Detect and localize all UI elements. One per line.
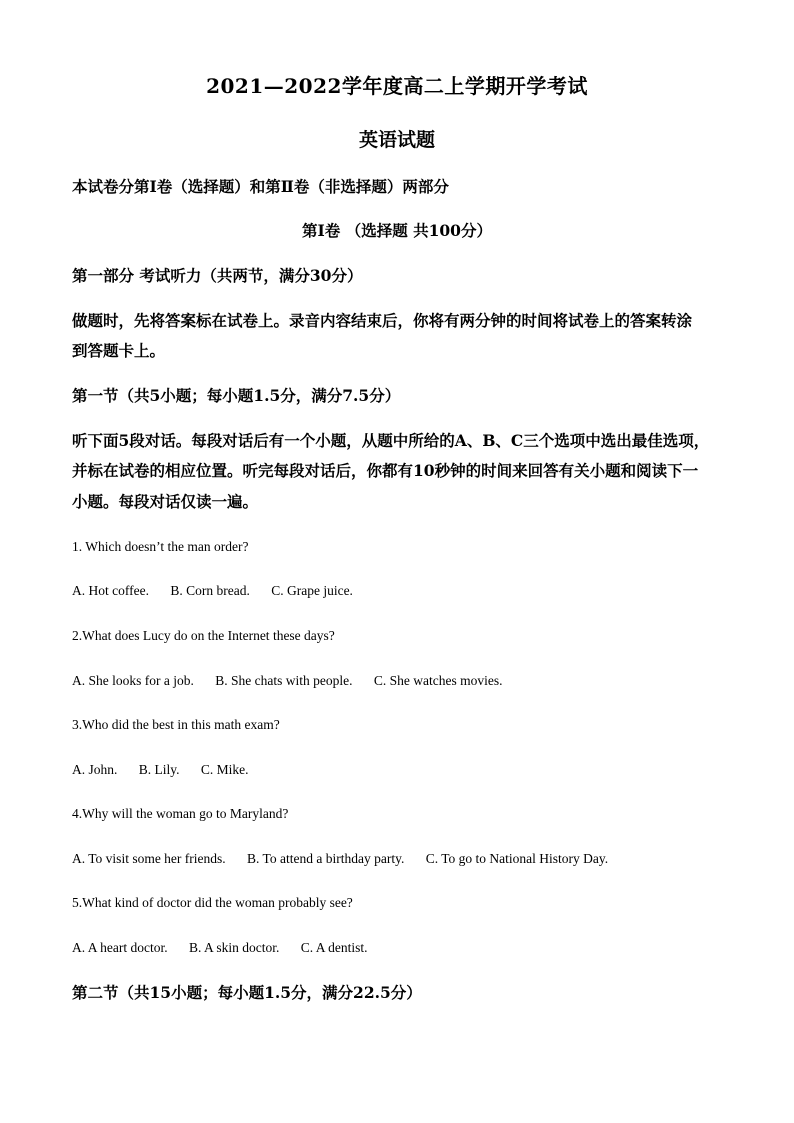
option-a: A. Hot coffee. <box>72 583 149 598</box>
question-text: 1. Which doesn’t the man order? <box>72 539 249 554</box>
question-options <box>72 938 752 958</box>
question-options <box>72 581 752 601</box>
part-instruction-line-1: 做题时，先将答案标在试卷上。录音内容结束后，你将有两分钟的时间将试卷上的答案转涂 <box>72 311 693 330</box>
section-heading: 第二节（共15小题；每小题1.5分，满分22.5分） <box>72 983 422 1002</box>
section-instruction-line-1: 听下面5段对话。每段对话后有一个小题，从题中所给的A、B、C三个选项中选出最佳选项， <box>72 431 710 450</box>
option-b: B. To attend a birthday party. <box>247 851 405 866</box>
option-b: B. She chats with people. <box>215 673 353 688</box>
part-heading: 第一部分 考试听力（共两节，满分30分） <box>72 266 363 285</box>
part-instruction-line-2: 到答题卡上。 <box>72 341 166 360</box>
question-options <box>72 760 752 780</box>
section-instruction-line-2: 并标在试卷的相应位置。听完每段对话后，你都有10秒钟的时间来回答有关小题和阅读下一 <box>72 461 699 480</box>
option-b: B. A skin doctor. <box>188 940 280 955</box>
question-text: 2.What does Lucy do on the Internet these days? <box>72 628 335 643</box>
option-a: A. John. <box>72 762 118 777</box>
section-heading: 第一节（共5小题；每小题1.5分，满分7.5分） <box>72 386 401 405</box>
option-c: C. Mike. <box>200 762 249 777</box>
question-options <box>72 671 752 691</box>
question-text: 5.What kind of doctor did the woman probably see? <box>72 895 353 910</box>
option-b: B. Corn bread. <box>170 583 250 598</box>
option-b: B. Lily. <box>138 762 180 777</box>
subject-title: 英语试题 <box>358 129 435 151</box>
section-instruction-line-3: 小题。每段对话仅读一遍。 <box>72 492 259 511</box>
question-text: 4.Why will the woman go to Maryland? <box>72 806 289 821</box>
option-c: C. A dentist. <box>300 940 368 955</box>
question-options <box>72 849 752 869</box>
option-c: C. Grape juice. <box>271 583 353 598</box>
option-c: C. She watches movies. <box>373 673 503 688</box>
option-a: A. To visit some her friends. <box>72 851 226 866</box>
option-a: A. A heart doctor. <box>72 940 168 955</box>
option-a: A. She looks for a job. <box>72 673 194 688</box>
volume-heading: 第Ⅰ卷 （选择题 共100分） <box>302 221 492 240</box>
question-text: 3.Who did the best in this math exam? <box>72 717 280 732</box>
page-title: 2021—2022学年度高二上学期开学考试 <box>206 74 588 98</box>
option-c: C. To go to National History Day. <box>425 851 609 866</box>
paper-structure-note: 本试卷分第Ⅰ卷（选择题）和第Ⅱ卷（非选择题）两部分 <box>72 177 449 196</box>
